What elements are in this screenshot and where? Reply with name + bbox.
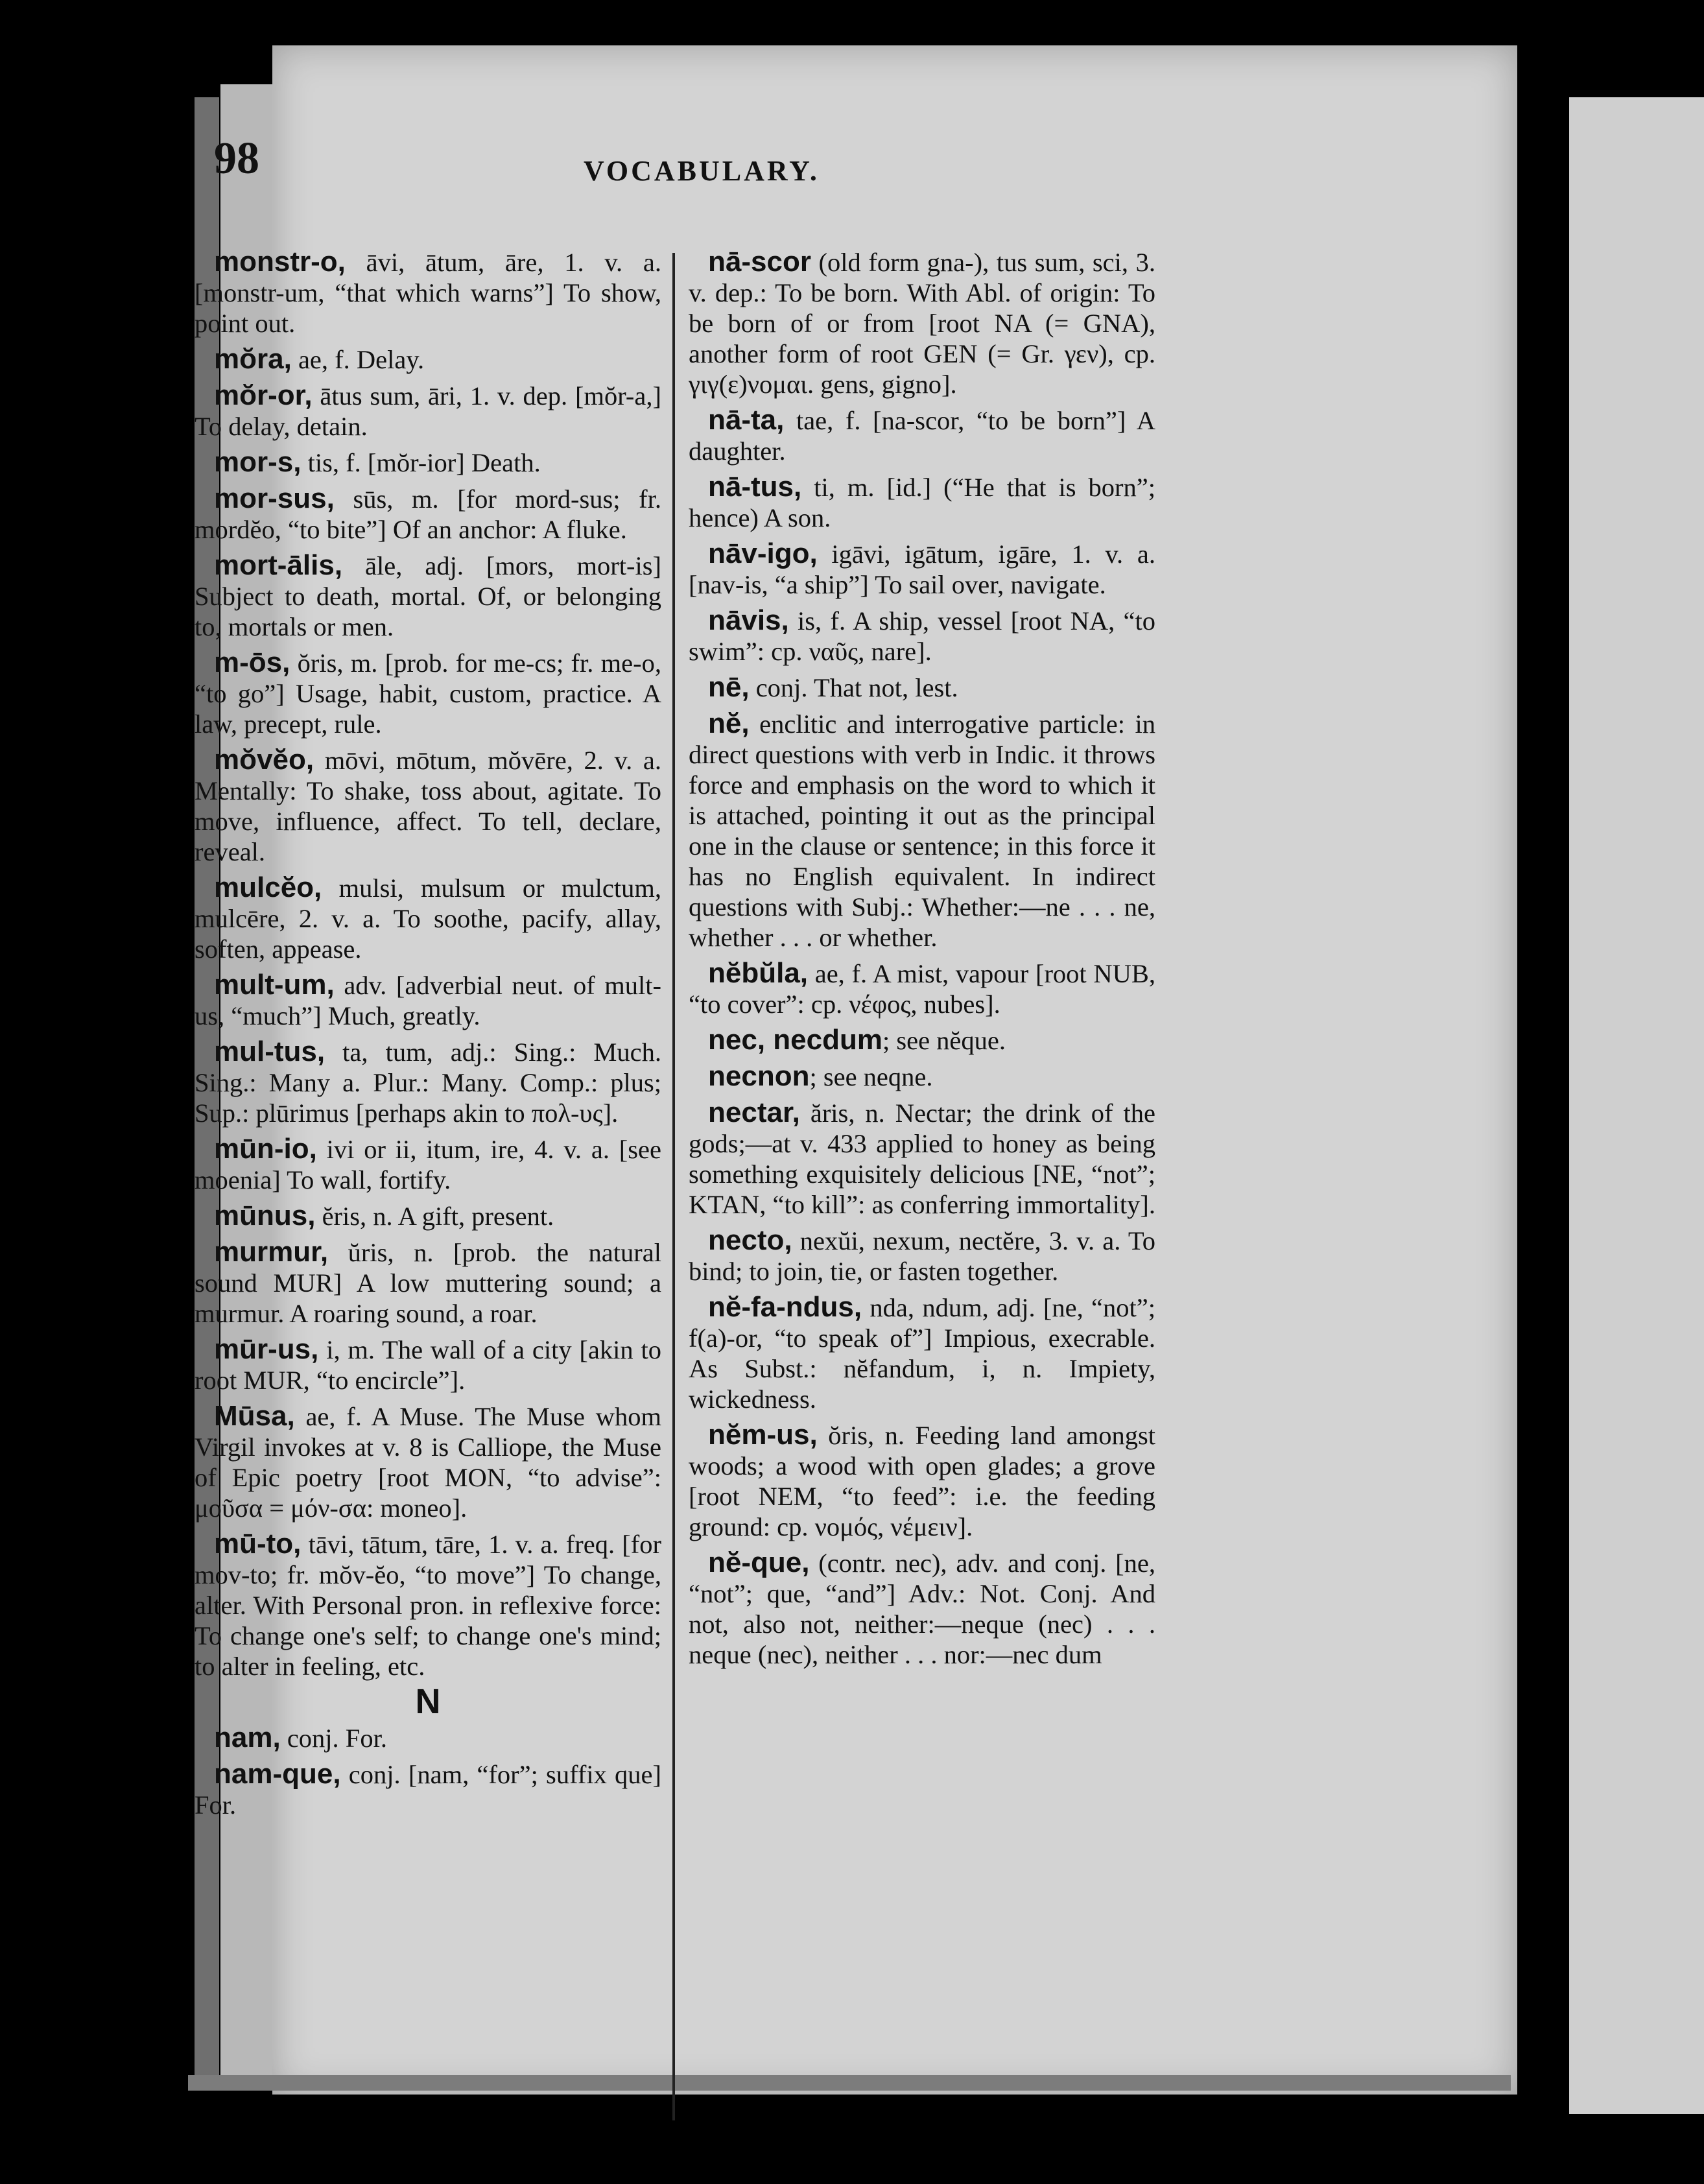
dictionary-entry — [195, 550, 661, 642]
dictionary-entry — [689, 1061, 1155, 1092]
entry-definition: ĕris, n. A gift, present. — [315, 1202, 554, 1231]
entry-headword: nam, — [214, 1722, 281, 1753]
entry-definition: mōvi, mōtum, mŏvēre, 2. v. a. Mentally: To shake, toss about, agitate. To move, influence, affect. To tell, declare, reveal. — [195, 746, 661, 866]
dictionary-entry — [195, 1759, 661, 1820]
entry-definition: adv. [adverbial neut. of mult-us, “much”] Much, greatly. — [195, 971, 661, 1030]
dictionary-entry — [689, 246, 1155, 399]
entry-definition: mulsi, mulsum or mulctum, mulcēre, 2. v. a. To soothe, pacify, allay, soften, appease. — [195, 873, 661, 964]
entry-definition: āle, adj. [mors, mort-is] Subject to death, mortal. Of, or belonging to, mortals or men. — [195, 551, 661, 641]
dictionary-entry — [195, 969, 661, 1031]
entry-definition: tae, f. [na-scor, “to be born”] A daughter. — [689, 406, 1155, 466]
dictionary-entry — [195, 647, 661, 739]
entry-headword: mor-s, — [214, 446, 302, 478]
entry-definition: ti, m. [id.] (“He that is born”; hence) A son. — [689, 473, 1155, 532]
dictionary-entry — [195, 1036, 661, 1128]
dictionary-entry — [195, 1722, 661, 1753]
dictionary-entry — [195, 1401, 661, 1523]
entry-headword: Mūsa, — [214, 1400, 295, 1432]
entry-definition: igāvi, igātum, igāre, 1. v. a. [nav-is, “a ship”] To sail over, navigate. — [689, 540, 1155, 599]
entry-headword: nĕ, — [708, 707, 750, 739]
entry-headword: mult-um, — [214, 969, 335, 1001]
dictionary-entry — [195, 1334, 661, 1395]
dictionary-entry — [689, 538, 1155, 600]
dictionary-entry — [195, 872, 661, 964]
dictionary-entry — [195, 744, 661, 867]
entry-definition: nda, ndum, adj. [ne, “not”; f(a)-or, “to speak of”] Impious, execrable. As Subst.: nĕfandum, i, n. Impiety, wickedness. — [689, 1293, 1155, 1414]
dictionary-entry — [689, 471, 1155, 533]
entry-headword: nĕbŭla, — [708, 957, 809, 989]
entry-definition: ta, tum, adj.: Sing.: Much. Sing.: Many a. Plur.: Many. Comp.: plus; Sup.: plūrimus [perhaps akin to πολ-υς]. — [195, 1038, 661, 1128]
entry-definition: conj. That not, lest. — [749, 673, 958, 702]
entry-headword: mūn-io, — [214, 1133, 317, 1165]
left-entry-list-n — [195, 1722, 661, 1820]
dictionary-entry — [195, 380, 661, 442]
dictionary-entry — [195, 1200, 661, 1231]
page-bottom-edge — [188, 2075, 1511, 2091]
dictionary-entry — [689, 958, 1155, 1019]
entry-definition: āvi, ātum, āre, 1. v. a. [monstr-um, “that which warns”] To show, point out. — [195, 248, 661, 338]
dictionary-entry — [689, 1419, 1155, 1542]
dictionary-entry — [195, 246, 661, 338]
entry-headword: mŏvĕo, — [214, 744, 314, 776]
entry-headword: nectar, — [708, 1097, 800, 1128]
entry-headword: mul-tus, — [214, 1036, 325, 1067]
left-column — [195, 246, 661, 1825]
entry-definition: enclitic and interrogative particle: in direct questions with verb in Indic. it throws force and emphasis on the word to which it is attached, pointing it out as the principal one in the clause or sentence; in this force it has no English equivalent. In indirect questions with Subj.: Whether:—ne . . . ne, whether . . . or whether. — [689, 709, 1155, 952]
dictionary-entry — [689, 1547, 1155, 1670]
entry-definition: ŏris, m. [prob. for me-cs; fr. me-o, “to go”] Usage, habit, custom, practice. A law, precept, rule. — [195, 648, 661, 739]
left-entry-list — [195, 246, 661, 1681]
dictionary-entry — [195, 1528, 661, 1681]
entry-definition: ivi or ii, itum, ire, 4. v. a. [see moenia] To wall, fortify. — [195, 1135, 661, 1194]
entry-headword: mort-ālis, — [214, 549, 343, 581]
entry-headword: nā-tus, — [708, 471, 802, 503]
dictionary-entry — [689, 1225, 1155, 1287]
page-number: 98 — [214, 134, 259, 184]
right-entry-list — [689, 246, 1155, 1670]
facing-page-edge — [1569, 97, 1704, 2114]
entry-headword: murmur, — [214, 1236, 329, 1268]
entry-definition: ; see neqne. — [809, 1062, 933, 1091]
entry-definition: is, f. A ship, vessel [root NA, “to swim”: cp. ναῦς, nare]. — [689, 606, 1155, 666]
right-column — [689, 246, 1155, 1675]
entry-headword: necto, — [708, 1224, 792, 1256]
entry-definition: tis, f. [mŏr-ior] Death. — [301, 448, 541, 477]
column-divider — [672, 253, 675, 2120]
entry-headword: nĕ-que, — [708, 1547, 810, 1578]
entry-definition: ae, f. Delay. — [291, 345, 425, 374]
entry-definition: tāvi, tātum, tāre, 1. v. a. freq. [for mov-to; fr. mŏv-ĕo, “to move”] To change, alter. With Personal pron. in reflexive force: To change one's self; to change one's mind; to alter in feeling, etc. — [195, 1530, 661, 1681]
dictionary-entry — [195, 1134, 661, 1195]
dictionary-entry — [689, 605, 1155, 667]
running-title: VOCABULARY. — [584, 155, 820, 187]
entry-headword: mūr-us, — [214, 1333, 319, 1365]
entry-headword: nam-que, — [214, 1758, 341, 1790]
entry-definition: (contr. nec), adv. and conj. [ne, “not”; que, “and”] Adv.: Not. Conj. And not, also not, neither:—neque (nec) . . . neque (nec), neither . . . nor:—nec dum — [689, 1549, 1155, 1669]
dictionary-entry — [689, 1097, 1155, 1220]
dictionary-entry — [195, 483, 661, 545]
entry-definition: sūs, m. [for mord-sus; fr. mordĕo, “to bite”] Of an anchor: A fluke. — [195, 484, 661, 544]
entry-definition: ăris, n. Nectar; the drink of the gods;—at v. 433 applied to honey as being something exquisitely delicious [NE, “not”; KTAN, “to kill”: as conferring immortality]. — [689, 1098, 1155, 1219]
dictionary-entry — [195, 447, 661, 478]
entry-headword: nē, — [708, 671, 750, 703]
entry-headword: monstr-o, — [214, 246, 346, 278]
entry-headword: nāv-igo, — [708, 538, 818, 569]
section-letter: N — [415, 1682, 441, 1721]
entry-headword: nā-scor — [708, 246, 811, 278]
dictionary-entry — [689, 672, 1155, 703]
entry-headword: mor-sus, — [214, 482, 335, 514]
entry-definition: ae, f. A mist, vapour [root NUB, “to cover”: cp. νέφος, nubes]. — [689, 959, 1155, 1019]
entry-headword: nec, necdum — [708, 1024, 882, 1056]
entry-headword: mū-to, — [214, 1528, 302, 1560]
entry-headword: mŏr-or, — [214, 379, 313, 411]
entry-definition: ae, f. A Muse. The Muse whom Virgil invokes at v. 8 is Calliope, the Muse of Epic poetry [root MON, “to advise”: μοῦσα = μόν-σα: moneo]. — [195, 1402, 661, 1523]
dictionary-entry — [689, 1292, 1155, 1414]
entry-headword: necnon — [708, 1060, 810, 1092]
dictionary-entry — [689, 1025, 1155, 1056]
entry-definition: (old form gna-), tus sum, sci, 3. v. dep.: To be born. With Abl. of origin: To be born of or from [root NA (= GNA), another form of root GEN (= Gr. γεν), cp. γιγ(ε)νομαι. gens, gigno]. — [689, 248, 1155, 399]
entry-definition: ŏris, n. Feeding land amongst woods; a wood with open glades; a grove [root NEM, “to feed”: i.e. the feeding ground: cp. νομός, νέμειν]. — [689, 1421, 1155, 1541]
entry-headword: m-ōs, — [214, 647, 290, 678]
entry-headword: mulcĕo, — [214, 872, 322, 903]
entry-definition: ; see nĕque. — [882, 1026, 1006, 1055]
entry-definition: conj. [nam, “for”; suffix que] For. — [195, 1760, 661, 1820]
entry-definition: ātus sum, āri, 1. v. dep. [mŏr-a,] To delay, detain. — [195, 381, 661, 441]
entry-headword: nĕ-fa-ndus, — [708, 1291, 862, 1323]
entry-definition: i, m. The wall of a city [akin to root MUR, “to encircle”]. — [195, 1335, 661, 1395]
entry-headword: nāvis, — [708, 604, 789, 636]
entry-headword: nā-ta, — [708, 404, 785, 436]
entry-headword: mŏra, — [214, 343, 292, 375]
entry-headword: mūnus, — [214, 1200, 316, 1231]
dictionary-entry — [195, 1237, 661, 1329]
dictionary-entry — [689, 405, 1155, 466]
entry-headword: nĕm-us, — [708, 1419, 818, 1451]
dictionary-entry — [195, 344, 661, 375]
entry-definition: nexŭi, nexum, nectĕre, 3. v. a. To bind; to join, tie, or fasten together. — [689, 1226, 1155, 1286]
entry-definition: ŭris, n. [prob. the natural sound MUR] A low muttering sound; a murmur. A roaring sound, a roar. — [195, 1238, 661, 1328]
dictionary-entry — [689, 708, 1155, 953]
entry-definition: conj. For. — [280, 1724, 387, 1753]
